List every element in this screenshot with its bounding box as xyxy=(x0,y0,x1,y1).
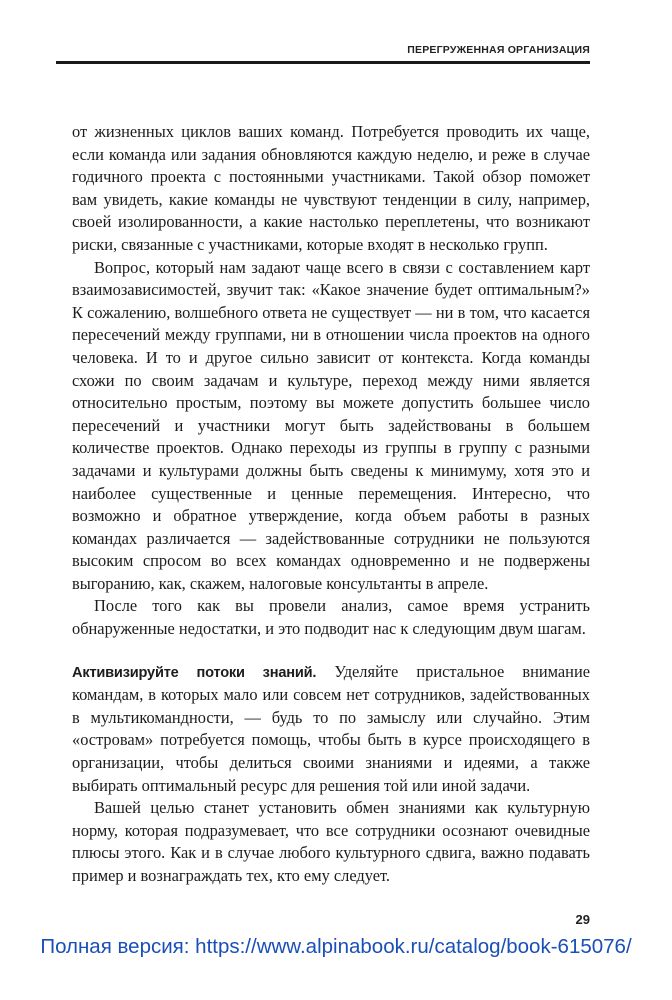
full-version-link[interactable]: Полная версия: https://www.alpinabook.ru/catalog/book-615076/ xyxy=(40,935,632,958)
header-rule xyxy=(56,61,590,64)
run-in-heading: Активизируйте потоки знаний. xyxy=(72,664,317,681)
running-head-title: ПЕРЕГРУЖЕННАЯ ОРГАНИЗАЦИЯ xyxy=(407,44,590,56)
body-text xyxy=(72,121,590,888)
paragraph-next-steps: После того как вы провели анализ, самое время устранить обнаруженные недостатки, и это подводит нас к следующим двум шагам. xyxy=(72,596,590,639)
page-number: 29 xyxy=(575,912,590,927)
paragraph-knowledge-norm: Вашей целью станет установить обмен знаниями как культурную норму, которая подразумевает, что все сотрудники осознают очевидные плюсы этого. Как и в случае любого культурного сдвига, важно подавать пример и вознаграждать тех, кто ему следует. xyxy=(72,798,590,885)
paragraph-question: Вопрос, который нам задают чаще всего в связи с составлением карт взаимозависимостей, звучит так: «Какое значение будет оптимальным?» К сожалению, волшебного ответа не существует — ни в том, что касается пересечений между группами, ни в отношении числа проектов на одного человека. И то и другое сильно зависит от контекста. Когда команды схожи по своим задачам и культуре, переход между ними является относительно простым, поэтому вы можете допустить большее число пересечений и участники могут быть задействованы в большем количестве проектов. Однако переходы из группы в группу с разными задачами и культурами должны быть сведены к минимуму, хотя это и наиболее существенные и ценные перемещения. Интересно, что возможно и обратное утверждение, когда объем работы в разных командах различается — задействованные сотрудники не пользуются высоким спросом во всех командах одновременно и не подвержены выгоранию, как, скажем, налоговые консультанты в апреле. xyxy=(72,257,590,593)
section-knowledge-flows xyxy=(72,661,590,798)
paragraph-continuation: от жизненных циклов ваших команд. Потребуется проводить их чаще, если команда или задания обновляются каждую неделю, и реже в случае годичного проекта с постоянными участниками. Такой обзор поможет вам увидеть, какие команды не чувствуют тенденции в силу, например, своей изолированности, а какие настолько переплетены, что возникают риски, связанные с участниками, которые входят в несколько групп. xyxy=(72,122,590,254)
section-first-paragraph-text: Уделяйте пристальное внимание командам, в которых мало или совсем нет сотрудников, задействованных в мультикомандности, — будь то по замыслу или случайно. Этим «островам» потребуется помощь, чтобы быть в курсе происходящего в организации, чтобы делиться своими знаниями и идеями, а также выбирать оптимальный ресурс для решения той или иной задачи. xyxy=(72,661,590,795)
